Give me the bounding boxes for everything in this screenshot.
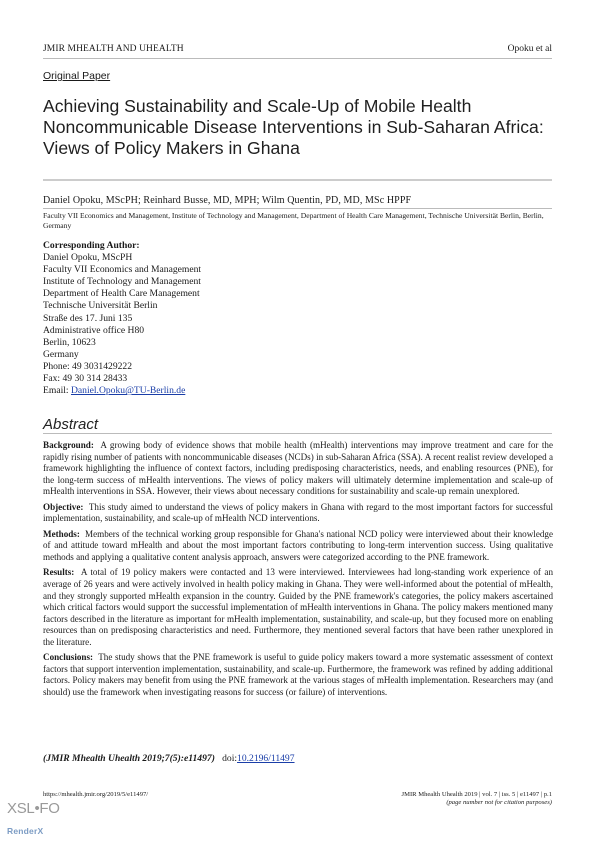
corresponding-line: Daniel Opoku, MScPH [43, 252, 133, 264]
corresponding-line: Phone: 49 3031429222 [43, 360, 133, 372]
section-label: Results: [43, 567, 75, 578]
title-divider [43, 179, 552, 181]
corresponding-line: Faculty VII Economics and Management [43, 264, 202, 276]
abstract-body [43, 440, 553, 702]
section-text: A growing body of evidence shows that mobile health (mHealth) interventions may improve treatment and care for the rapidly rising number of patients with noncommunicable diseases (NCDs) in sub-Saharan Africa (SSA). A recent realist review developed a framework highlighting the influence of context factors, including predisposing characteristics, needs, and enabling resources (PNE), for the long-term success of mHealth interventions. The views of policy makers will ultimately determine implementation and scale-up of mHealth interventions in SSA. However, their views about necessary conditions for sustainability and scale-up remain unexplored. [43, 440, 553, 497]
corresponding-author-heading: Corresponding Author: [43, 240, 140, 251]
section-text: A total of 19 policy makers were contacted and 13 were interviewed. Interviewees had long-standing work experience of an average of 26 years and were actively involved in health policy making in Ghana. They were well-informed about the potential of mHealth, and they strongly supported mHealth expansion in the country. Guided by the PNE framework's categories, the policy makers ascertained which critical factors would support the successful implementation of mHealth interventions in Ghana. The policy makers mentioned many factors described in the literature as important for mHealth implementation, sustainability, and scale-up, but they focused more on enabling resources than on predisposing characteristics and need. Furthermore, they mentioned several factors that have been rather unexplored in the literature. [43, 567, 553, 647]
citation-text: (JMIR Mhealth Uhealth 2019;7(5):e11497) [43, 753, 215, 764]
xsl-fo-logo: XSL•FO [7, 800, 60, 817]
doi-label: doi: [222, 753, 238, 764]
corresponding-line: Straße des 17. Juni 135 [43, 312, 133, 324]
section-text: The study shows that the PNE framework is useful to guide policy makers toward a more systematic assessment of context factors that support intervention implementation, sustainability, and scale-up. Furthermore, the framework was refined by adding additional factors. Policy makers may benefit from using the PNE framework at the various stages of mHealth implementation. Researchers may (and should) use the framework when investigating reasons for success (or failure) of interventions. [43, 652, 554, 698]
affiliation: Faculty VII Economics and Management, Institute of Technology and Management, Department of Health Care Management, Technische Universität Berlin, Berlin, Germany [43, 211, 544, 230]
abstract-methods [43, 529, 553, 564]
footer-meta [402, 791, 552, 807]
running-author: Opoku et al [507, 44, 552, 54]
section-text: This study aimed to understand the views of policy makers in Ghana with regard to the most important factors for successful implementation, sustainability, and scale-up of mHealth NCD interventions. [43, 501, 553, 524]
email-label: Email: [43, 385, 69, 397]
section-text: Members of the technical working group responsible for Ghana's national NCD policy were interviewed about their knowledge of and attitude toward mHealth and about the most important factors contributing to long-term intervention success. Using qualitative methods and applying a qualitative content analysis approach, answers were categorized according to the PNE framework. [43, 528, 553, 562]
section-label: Methods: [43, 528, 80, 539]
corresponding-line: Institute of Technology and Management [43, 276, 201, 288]
section-label: Background: [43, 440, 94, 450]
footer-meta-line: JMIR Mhealth Uhealth 2019 | vol. 7 | iss. 5 | e11497 | p.1 [401, 791, 552, 798]
email-link[interactable]: Daniel.Opoku@TU-Berlin.de [70, 385, 186, 397]
author-list: Daniel Opoku, MScPH; Reinhard Busse, MD, MPH; Wilm Quentin, PD, MD, MSc HPPF [43, 195, 412, 206]
abstract-objective [43, 502, 553, 525]
corresponding-line: Berlin, 10623 [43, 336, 96, 348]
abstract-divider [43, 433, 552, 434]
corresponding-line: Technische Universität Berlin [43, 300, 158, 312]
corresponding-line: Department of Health Care Management [43, 288, 200, 300]
header-divider [43, 58, 552, 59]
abstract-background [43, 440, 553, 498]
section-label: Conclusions: [43, 652, 94, 663]
footer-note: (page number not for citation purposes) [446, 799, 552, 806]
corresponding-line: Germany [43, 348, 79, 360]
corresponding-author [43, 240, 343, 397]
corresponding-line: Fax: 49 30 314 28433 [43, 373, 128, 385]
renderx-logo: RenderX [7, 826, 44, 836]
section-label: Objective: [43, 501, 84, 512]
abstract-heading: Abstract [43, 416, 99, 433]
footer-url: https://mhealth.jmir.org/2019/5/e11497/ [43, 791, 149, 798]
abstract-conclusions [43, 652, 553, 698]
email-line [43, 385, 343, 397]
authors-divider [43, 208, 552, 209]
corresponding-line: Administrative office H80 [43, 324, 145, 336]
page-title: Achieving Sustainability and Scale-Up of Mobile Health Noncommunicable Disease Interventions in Sub-Saharan Africa: Views of Policy Makers in Ghana [43, 96, 544, 158]
abstract-results [43, 567, 553, 648]
journal-name: JMIR MHEALTH AND UHEALTH [43, 44, 184, 54]
doi-link[interactable]: 10.2196/11497 [237, 753, 295, 764]
article-type: Original Paper [43, 70, 111, 82]
citation [43, 753, 295, 764]
